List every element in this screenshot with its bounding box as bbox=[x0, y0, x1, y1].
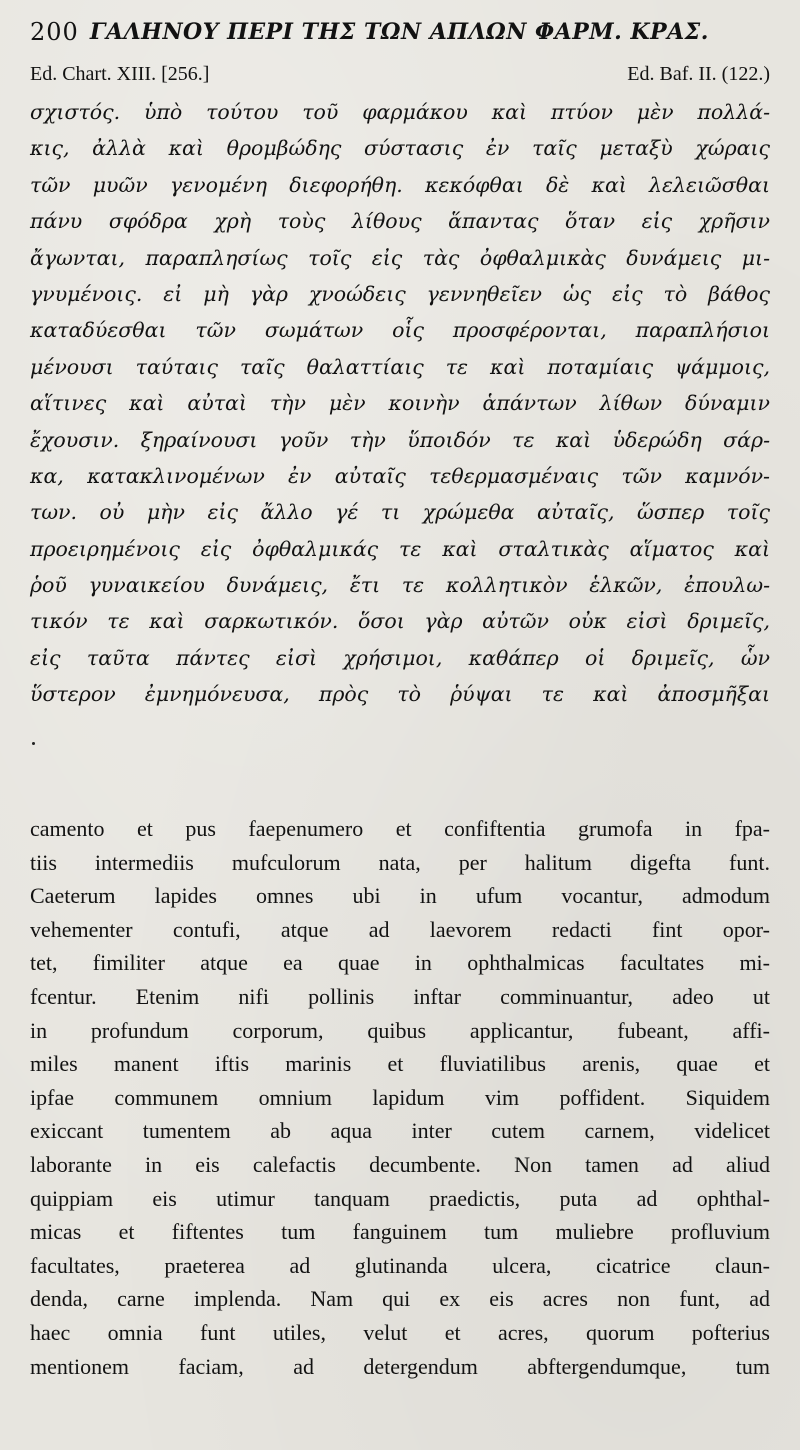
edition-chartier-ref: Ed. Chart. XIII. [256.] bbox=[30, 63, 210, 85]
greek-line: αἵτινες καὶ αὐταὶ τὴν μὲν κοινὴν ἁπάντων λίθων δύναμιν bbox=[30, 391, 770, 416]
ink-mark bbox=[32, 742, 35, 745]
latin-line: tiis intermediis mufculorum nata, per halitum digefta funt. bbox=[30, 849, 770, 875]
greek-line: ἄγωνται, παραπλησίως τοῖς εἰς τὰς ὀφθαλμικὰς δυνάμεις μι- bbox=[30, 245, 770, 270]
latin-line: fcentur. Etenim nifi pollinis inftar comminuantur, adeo ut bbox=[30, 983, 770, 1009]
latin-line: haec omnia funt utiles, velut et acres, quorum pofterius bbox=[30, 1319, 770, 1345]
latin-line: quippiam eis utimur tanquam praedictis, puta ad ophthal- bbox=[30, 1185, 770, 1211]
greek-line: προειρημένοις εἰς ὀφθαλμικάς τε καὶ σταλτικὰς αἵματος καὶ bbox=[30, 536, 770, 561]
latin-line: exiccant tumentem ab aqua inter cutem carnem, videlicet bbox=[30, 1118, 770, 1144]
latin-line: laborante in eis calefactis decumbente. Non tamen ad aliud bbox=[30, 1151, 770, 1177]
greek-line: πάνυ σφόδρα χρὴ τοὺς λίθους ἅπαντας ὅταν εἰς χρῆσιν bbox=[30, 209, 770, 234]
greek-line: μένουσι ταύταις ταῖς θαλαττίαις τε καὶ ποταμίαις ψάμμοις, bbox=[30, 354, 770, 379]
latin-text-block bbox=[30, 812, 770, 1383]
running-title: ΓΑΛΗΝΟΥ ΠΕΡΙ ΤΗΣ ΤΩΝ ΑΠΛΩΝ ΦΑΡΜ. ΚΡΑΣ. bbox=[89, 19, 709, 45]
greek-line: καταδύεσθαι τῶν σωμάτων οἷς προσφέρονται, παραπλήσιοι bbox=[30, 318, 770, 343]
latin-line: vehementer contufi, atque ad laevorem redacti fint opor- bbox=[30, 916, 770, 942]
latin-line: tet, fimiliter atque ea quae in ophthalmicas facultates mi- bbox=[30, 950, 770, 976]
latin-line: ipfae communem omnium lapidum vim poffident. Siquidem bbox=[30, 1084, 770, 1110]
greek-line: κις, ἀλλὰ καὶ θρομβώδης σύστασις ἐν ταῖς μεταξὺ χώραις bbox=[30, 136, 770, 161]
greek-line: ἔχουσιν. ξηραίνουσι γοῦν τὴν ὕποιδόν τε καὶ ὑδερώδη σάρ- bbox=[30, 427, 770, 452]
greek-line: των. οὐ μὴν εἰς ἄλλο γέ τι χρώμεθα αὐταῖς, ὥσπερ τοῖς bbox=[30, 500, 770, 525]
greek-line: τῶν μυῶν γενομένη διεφορήθη. κεκόφθαι δὲ καὶ λελειῶσθαι bbox=[30, 172, 770, 197]
edition-basel-ref: Ed. Baf. II. (122.) bbox=[627, 63, 770, 85]
running-head bbox=[30, 18, 770, 58]
greek-line: σχιστός. ὑπὸ τούτου τοῦ φαρμάκου καὶ πτύον μὲν πολλά- bbox=[30, 100, 770, 124]
latin-line: denda, carne implenda. Nam qui ex eis acres non funt, ad bbox=[30, 1286, 770, 1312]
latin-line: miles manent iftis marinis et fluviatilibus arenis, quae et bbox=[30, 1051, 770, 1077]
edition-references bbox=[30, 63, 770, 91]
greek-line: ῥοῦ γυναικείου δυνάμεις, ἔτι τε κολλητικὸν ἑλκῶν, ἐπουλω- bbox=[30, 573, 770, 598]
latin-line: facultates, praeterea ad glutinanda ulcera, cicatrice claun- bbox=[30, 1252, 770, 1278]
greek-text-block bbox=[30, 94, 770, 713]
greek-line: γνυμένοις. εἰ μὴ γὰρ χνοώδεις γεννηθεῖεν ὡς εἰς τὸ βάθος bbox=[30, 281, 770, 306]
greek-line: ὕστερον ἐμνημόνευσα, πρὸς τὸ ῥύψαι τε καὶ ἀποσμῆξαι bbox=[30, 682, 770, 707]
page-number: 200 bbox=[30, 18, 79, 46]
latin-line: micas et fiftentes tum fanguinem tum muliebre profluvium bbox=[30, 1219, 770, 1245]
latin-line: mentionem faciam, ad detergendum abftergendumque, tum bbox=[30, 1353, 770, 1379]
latin-line: camento et pus faepenumero et confiftentia grumofa in fpa- bbox=[30, 816, 770, 841]
latin-line: Caeterum lapides omnes ubi in ufum vocantur, admodum bbox=[30, 883, 770, 909]
greek-line: κα, κατακλινομένων ἐν αὐταῖς τεθερμασμέναις τῶν καμνόν- bbox=[30, 463, 770, 488]
greek-line: εἰς ταῦτα πάντες εἰσὶ χρήσιμοι, καθάπερ οἱ δριμεῖς, ὧν bbox=[30, 645, 770, 670]
latin-line: in profundum corporum, quibus applicantur, fubeant, affi- bbox=[30, 1017, 770, 1043]
greek-line: τικόν τε καὶ σαρκωτικόν. ὅσοι γὰρ αὐτῶν οὐκ εἰσὶ δριμεῖς, bbox=[30, 609, 770, 634]
